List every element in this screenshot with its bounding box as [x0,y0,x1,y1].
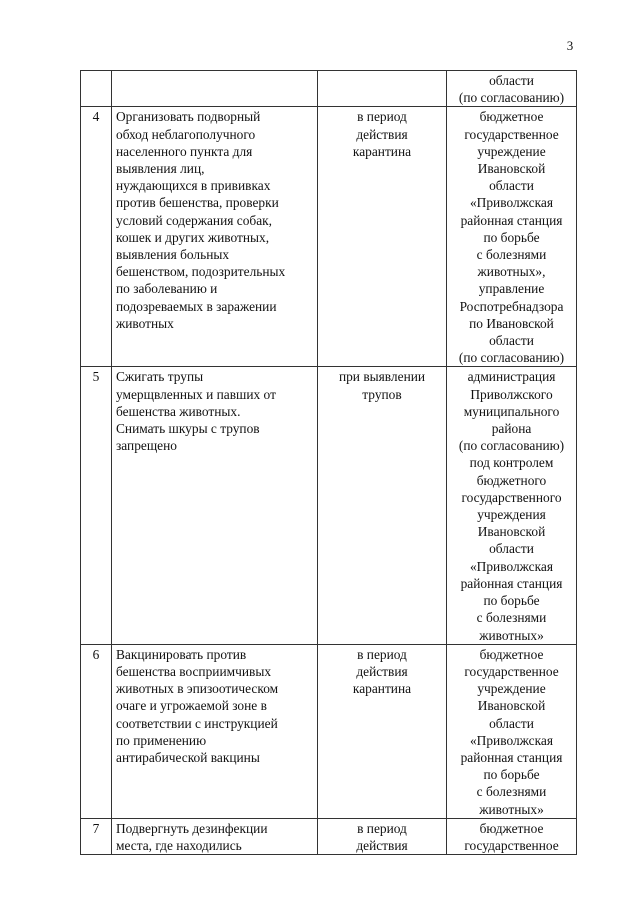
term-cell [318,818,447,854]
cell-text-line: выявления больных [116,247,230,263]
cell-text-line: трупов [362,386,402,402]
cell-text-line: животных» [479,627,544,643]
cell-text-line: государственное [464,837,559,853]
cell-text-line: районная станция [460,749,563,765]
cell-text-line: области [489,333,534,349]
responsible-cell [447,367,577,644]
cell-text-line: района [491,421,532,437]
cell-text-line: животных», [477,264,546,280]
cell-text-line: «Приволжская [469,732,554,748]
cell-text-line: нуждающихся в прививках [116,178,271,194]
cell-text-line: бешенства восприимчивых [116,663,272,679]
cell-text-line: Роспотребнадзора [459,298,564,314]
cell-text-line: государственного [461,489,562,505]
row-number-cell: 6 [81,644,112,818]
cell-text-line: животных» [479,801,544,817]
cell-text-line: животных в эпизоотическом [116,681,279,697]
row-number-cell: 4 [81,107,112,367]
cell-text-line: области [489,178,534,194]
term-cell [318,367,447,644]
measures-table [80,70,577,855]
cell-text-line: с болезнями [476,247,547,263]
cell-text-line: районная станция [460,212,563,228]
cell-text-line: области [489,541,534,557]
cell-text-line: районная станция [460,575,563,591]
term-cell [318,107,447,367]
cell-text-line: администрация [467,369,556,385]
page-number: 3 [566,38,574,53]
cell-text-line: карантина [352,143,412,159]
cell-text-line: Снимать шкуры с трупов [116,421,260,437]
table-row [81,71,577,107]
cell-text-line: муниципального [463,403,560,419]
cell-text-line: при выявлении [338,369,426,385]
cell-text-line: Приволжского [470,386,553,402]
cell-text-line: бешенства животных. [116,403,241,419]
cell-text-line: с болезнями [476,610,547,626]
cell-text-line: против бешенства, проверки [116,195,279,211]
cell-text-line: по Ивановской [469,315,554,331]
responsible-cell [447,644,577,818]
table-row [81,367,577,644]
term-cell [318,644,447,818]
cell-text-line: бюджетное [479,646,544,662]
cell-text-line: места, где находились [116,837,242,853]
cell-text-line: подозреваемых в заражении [116,298,277,314]
cell-text-line: Подвергнуть дезинфекции [116,820,268,836]
cell-text-line: (по согласованию) [458,438,565,454]
cell-text-line: «Приволжская [469,558,554,574]
cell-text-line: действия [356,837,408,853]
cell-text-line: кошек и других животных, [116,229,270,245]
cell-text-line: Сжигать трупы [116,369,204,385]
cell-text-line: условий содержания собак, [116,212,273,228]
table-row [81,644,577,818]
cell-text-line: (по согласованию) [458,90,565,106]
row-number-cell [81,71,112,107]
cell-text-line: области [489,73,534,88]
cell-text-line: по борьбе [483,767,540,783]
cell-text-line: с болезнями [476,784,547,800]
task-cell [112,818,318,854]
cell-text-line: (по согласованию) [458,350,565,366]
cell-text-line: выявления лиц, [116,161,205,177]
cell-text-line: Ивановской [477,524,546,540]
cell-text-line: в период [357,646,407,662]
cell-text-line: действия [356,663,408,679]
cell-text-line: обход неблагополучного [116,126,256,142]
cell-text-line: карантина [352,681,412,697]
cell-text-line: Ивановской [477,698,546,714]
cell-text-line: населенного пункта для [116,143,253,159]
cell-text-line: бешенством, подозрительных [116,264,286,280]
responsible-cell [447,71,577,107]
cell-text-line: государственное [464,126,559,142]
table-row [81,107,577,367]
task-cell [112,107,318,367]
cell-text-line: по применению [116,732,207,748]
cell-text-line: по заболеванию и [116,281,218,297]
cell-text-line: государственное [464,663,559,679]
cell-text-line: «Приволжская [469,195,554,211]
cell-text-line: действия [356,126,408,142]
cell-text-line: учреждение [477,143,546,159]
cell-text-line: Организовать подворный [116,109,261,125]
task-cell [112,644,318,818]
cell-text-line: учреждения [477,507,546,523]
task-cell [112,71,318,107]
cell-text-line: Вакцинировать против [116,646,247,662]
term-cell [318,71,447,107]
cell-text-line: бюджетного [476,472,547,488]
cell-text-line: бюджетное [479,109,544,125]
cell-text-line: Ивановской [477,161,546,177]
task-cell [112,367,318,644]
cell-text-line: соответствии с инструкцией [116,715,278,731]
row-number-cell: 5 [81,367,112,644]
table-row [81,818,577,854]
cell-text-line: области [489,715,534,731]
responsible-cell [447,818,577,854]
cell-text-line: управление [478,281,545,297]
cell-text-line: по борьбе [483,593,540,609]
cell-text-line: в период [357,109,407,125]
cell-text-line: по борьбе [483,229,540,245]
cell-text-line: животных [116,315,174,331]
cell-text-line: бюджетное [479,820,544,836]
cell-text-line: антирабической вакцины [116,749,260,765]
cell-text-line: под контролем [469,455,554,471]
measures-table-body [81,71,577,855]
cell-text-line: очаге и угрожаемой зоне в [116,698,267,714]
cell-text-line: учреждение [477,681,546,697]
row-number-cell: 7 [81,818,112,854]
cell-text-line: в период [357,820,407,836]
responsible-cell [447,107,577,367]
cell-text-line: запрещено [116,438,177,454]
cell-text-line: умерщвленных и павших от [116,386,276,402]
